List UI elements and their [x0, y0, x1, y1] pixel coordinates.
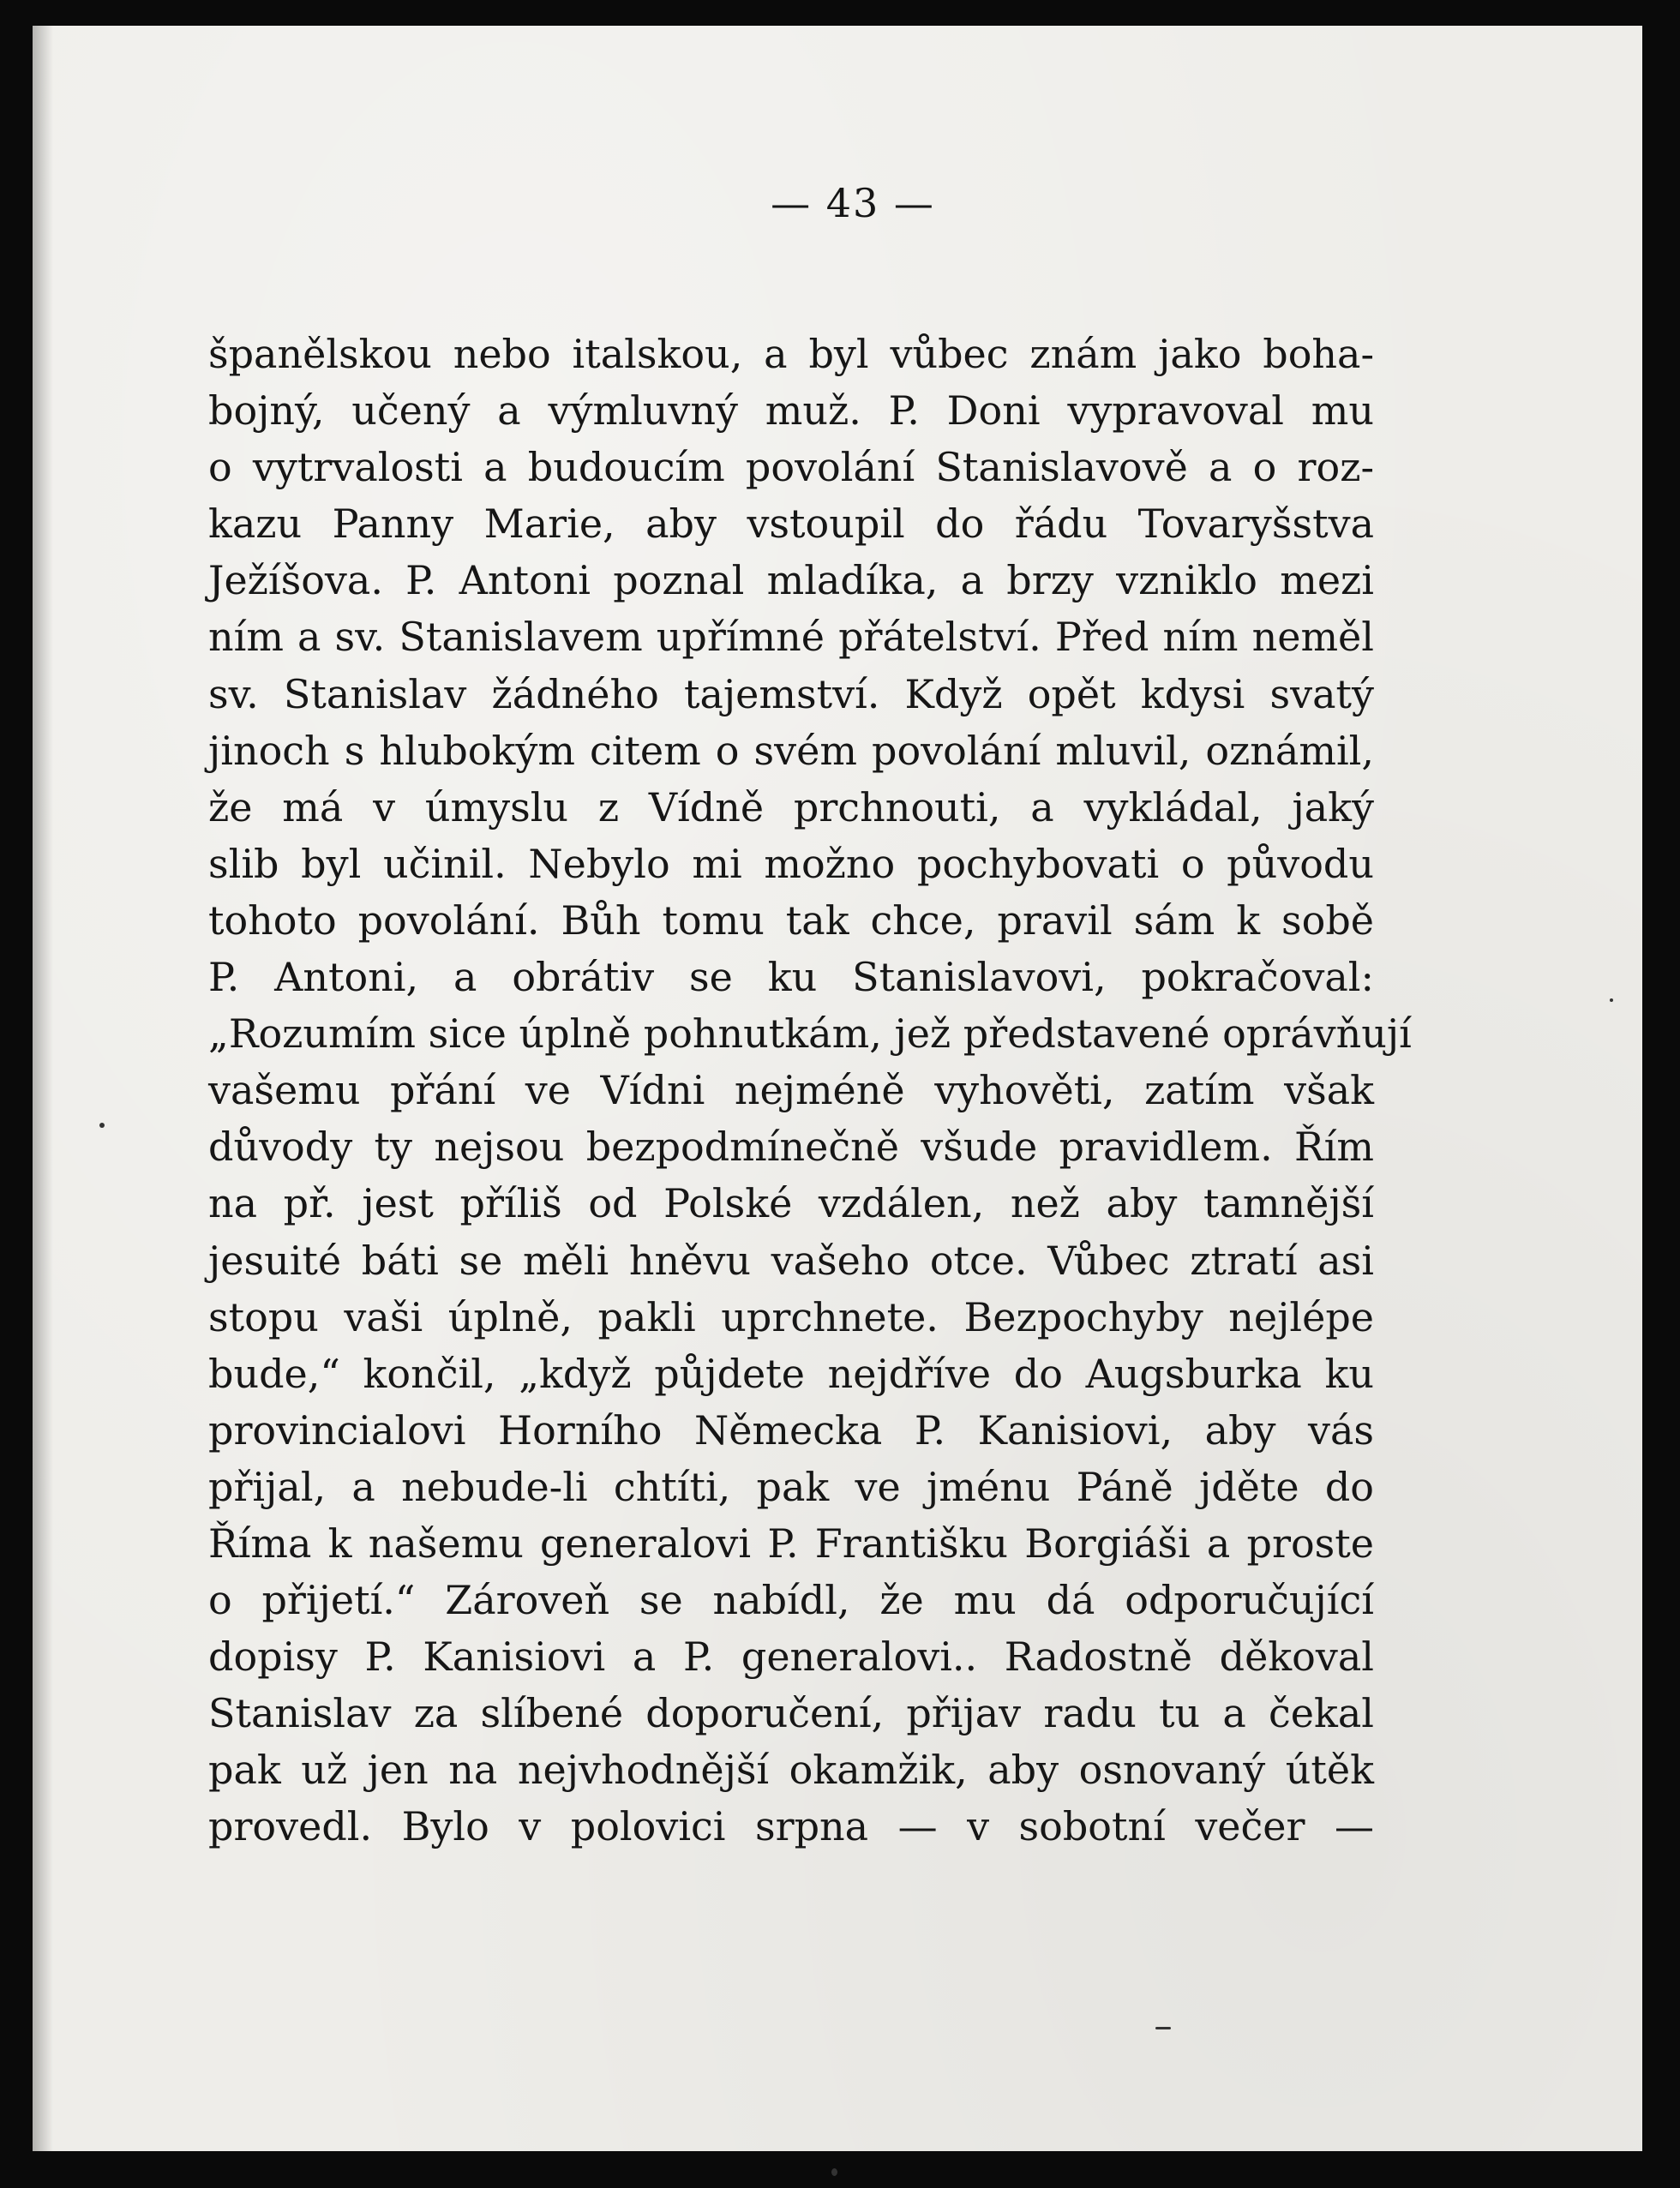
text-line: Ježíšova. P. Antoni poznal mladíka, a brzy vzniklo mezi [208, 557, 1374, 604]
book-page [33, 26, 1642, 2151]
text-line: P. Antoni, a obrátiv se ku Stanislavovi, pokračoval: [208, 954, 1374, 1001]
text-line: sv. Stanislav žádného tajemství. Když opět kdysi svatý [208, 670, 1374, 717]
scan-speck [831, 2168, 837, 2176]
text-line: španělskou nebo italskou, a byl vůbec znám jako boha- [208, 331, 1374, 377]
scan-speck [99, 1123, 105, 1128]
text-line: kazu Panny Marie, aby vstoupil do řádu Tovaryšstva [208, 501, 1374, 548]
text-line: provedl. Bylo v polovici srpna — v sobotní večer — [208, 1803, 1374, 1850]
text-line: dopisy P. Kanisiovi a P. generalovi.. Radostně děkoval [208, 1634, 1374, 1681]
text-line: důvody ty nejsou bezpodmínečně všude pravidlem. Řím [208, 1124, 1374, 1171]
text-line: vašemu přání ve Vídni nejméně vyhověti, zatím však [208, 1067, 1374, 1114]
page-gutter-shadow [33, 26, 53, 2151]
text-line: provincialovi Horního Německa P. Kanisiovi, aby vás [208, 1406, 1374, 1454]
text-line: Stanislav za slíbené doporučení, přijav radu tu a čekal [208, 1690, 1374, 1737]
text-line: jinoch s hlubokým citem o svém povolání mluvil, oznámil, [208, 727, 1374, 774]
scan-speck [1610, 998, 1613, 1002]
scan-speck [1155, 2027, 1171, 2029]
text-line: Říma k našemu generalovi P. Františku Borgiáši a proste [208, 1520, 1374, 1567]
page-number: — 43 — [771, 180, 935, 226]
body-text [208, 326, 1412, 1855]
text-line: o přijetí.“ Zároveň se nabídl, že mu dá odporučující [208, 1577, 1374, 1624]
text-line: jesuité báti se měli hněvu vašeho otce. Vůbec ztratí asi [208, 1237, 1374, 1284]
text-line: „Rozumím sice úplně pohnutkám, jež představené oprávňují [208, 1010, 1412, 1058]
text-line: o vytrvalosti a budoucím povolání Stanislavově a o roz- [208, 444, 1374, 491]
text-line: že má v úmyslu z Vídně prchnouti, a vykládal, jaký [208, 783, 1374, 830]
text-line: bojný, učený a výmluvný muž. P. Doni vypravoval mu [208, 387, 1374, 435]
text-line: na př. jest příliš od Polské vzdálen, než aby tamnější [208, 1180, 1374, 1227]
text-line: pak už jen na nejvhodnější okamžik, aby osnovaný útěk [208, 1747, 1374, 1794]
text-line: stopu vaši úplně, pakli uprchnete. Bezpochyby nejlépe [208, 1293, 1374, 1340]
text-line: bude,“ končil, „když půjdete nejdříve do Augsburka ku [208, 1350, 1374, 1397]
text-line: přijal, a nebude-li chtíti, pak ve jménu Páně jděte do [208, 1463, 1374, 1510]
text-line: slib byl učinil. Nebylo mi možno pochybovati o původu [208, 840, 1374, 887]
text-line: tohoto povolání. Bůh tomu tak chce, pravil sám k sobě [208, 896, 1374, 944]
text-line: ním a sv. Stanislavem upřímné přátelství. Před ním neměl [208, 614, 1374, 661]
